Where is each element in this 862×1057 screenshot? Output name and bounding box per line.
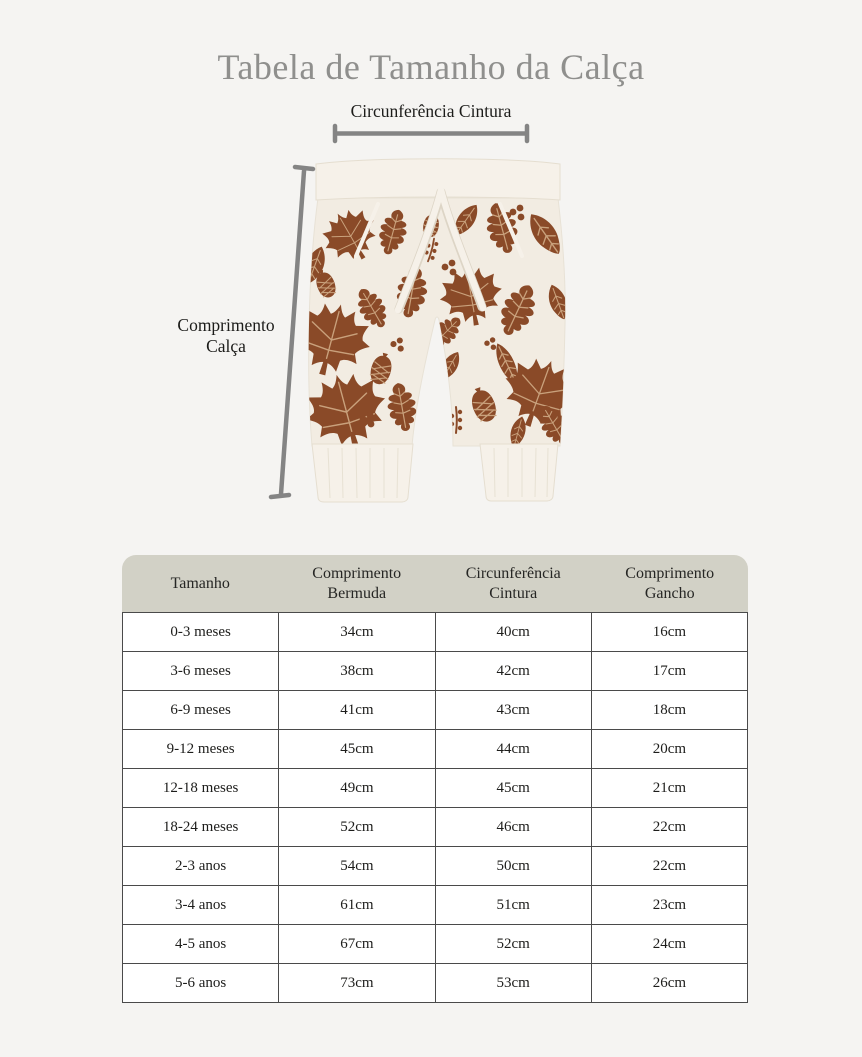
size-table-cell: 5-6 anos	[123, 964, 279, 1003]
horizontal-measure-line-icon	[335, 126, 527, 141]
table-row	[123, 769, 748, 808]
size-table-header	[122, 555, 748, 612]
size-table-cell: 40cm	[435, 613, 591, 652]
size-table-cell: 3-4 anos	[123, 886, 279, 925]
table-row	[123, 652, 748, 691]
size-table-cell: 41cm	[279, 691, 435, 730]
vertical-measure-line-icon	[271, 167, 313, 497]
size-table-cell: 42cm	[435, 652, 591, 691]
size-table-cell: 44cm	[435, 730, 591, 769]
size-table-cell: 26cm	[591, 964, 747, 1003]
size-table-cell: 20cm	[591, 730, 747, 769]
size-table-cell: 17cm	[591, 652, 747, 691]
size-table-cell: 51cm	[435, 886, 591, 925]
table-row	[123, 691, 748, 730]
pants-length-label-line2: Calça	[206, 336, 246, 356]
size-table-cell: 67cm	[279, 925, 435, 964]
table-row	[123, 808, 748, 847]
table-row	[123, 886, 748, 925]
size-table-cell: 9-12 meses	[123, 730, 279, 769]
size-table-cell: 34cm	[279, 613, 435, 652]
size-table-cell: 0-3 meses	[123, 613, 279, 652]
size-table-cell: 23cm	[591, 886, 747, 925]
size-table-cell: 18-24 meses	[123, 808, 279, 847]
size-table-cell: 50cm	[435, 847, 591, 886]
ankle-cuffs	[312, 444, 558, 502]
size-table-cell: 6-9 meses	[123, 691, 279, 730]
size-table-cell: 38cm	[279, 652, 435, 691]
table-row	[123, 964, 748, 1003]
table-row	[123, 847, 748, 886]
size-table	[122, 555, 748, 1003]
header-cell-comprimento-gancho: Comprimento Gancho	[625, 564, 715, 602]
table-row	[123, 730, 748, 769]
pants-length-label-line1: Comprimento	[177, 315, 275, 335]
size-table-cell: 46cm	[435, 808, 591, 847]
header-cell-tamanho: Tamanho	[170, 574, 230, 592]
size-table-cell: 3-6 meses	[123, 652, 279, 691]
pants-measurement-diagram	[150, 120, 600, 520]
size-table-cell: 22cm	[591, 847, 747, 886]
pants-graphic	[285, 159, 586, 502]
header-cell-comprimento-bermuda: Comprimento Bermuda	[312, 564, 402, 602]
size-table-cell: 21cm	[591, 769, 747, 808]
size-table-body	[122, 612, 748, 1003]
size-table-cell: 53cm	[435, 964, 591, 1003]
size-table-cell: 73cm	[279, 964, 435, 1003]
size-table-cell: 49cm	[279, 769, 435, 808]
size-table-cell: 45cm	[435, 769, 591, 808]
size-table-cell: 2-3 anos	[123, 847, 279, 886]
page-title: Tabela de Tamanho da Calça	[217, 47, 645, 87]
size-table-cell: 52cm	[279, 808, 435, 847]
table-row	[123, 613, 748, 652]
size-table-cell: 4-5 anos	[123, 925, 279, 964]
size-table-cell: 18cm	[591, 691, 747, 730]
size-table-cell: 52cm	[435, 925, 591, 964]
size-table-cell: 54cm	[279, 847, 435, 886]
size-table-cell: 61cm	[279, 886, 435, 925]
size-table-cell: 16cm	[591, 613, 747, 652]
waist-circumference-label: Circunferência Cintura	[350, 101, 512, 121]
size-table-cell: 43cm	[435, 691, 591, 730]
size-table-cell: 45cm	[279, 730, 435, 769]
header-cell-circunferencia-cintura: Circunferência Cintura	[465, 564, 561, 602]
size-table-cell: 12-18 meses	[123, 769, 279, 808]
table-row	[123, 925, 748, 964]
size-table-cell: 22cm	[591, 808, 747, 847]
size-table-cell: 24cm	[591, 925, 747, 964]
